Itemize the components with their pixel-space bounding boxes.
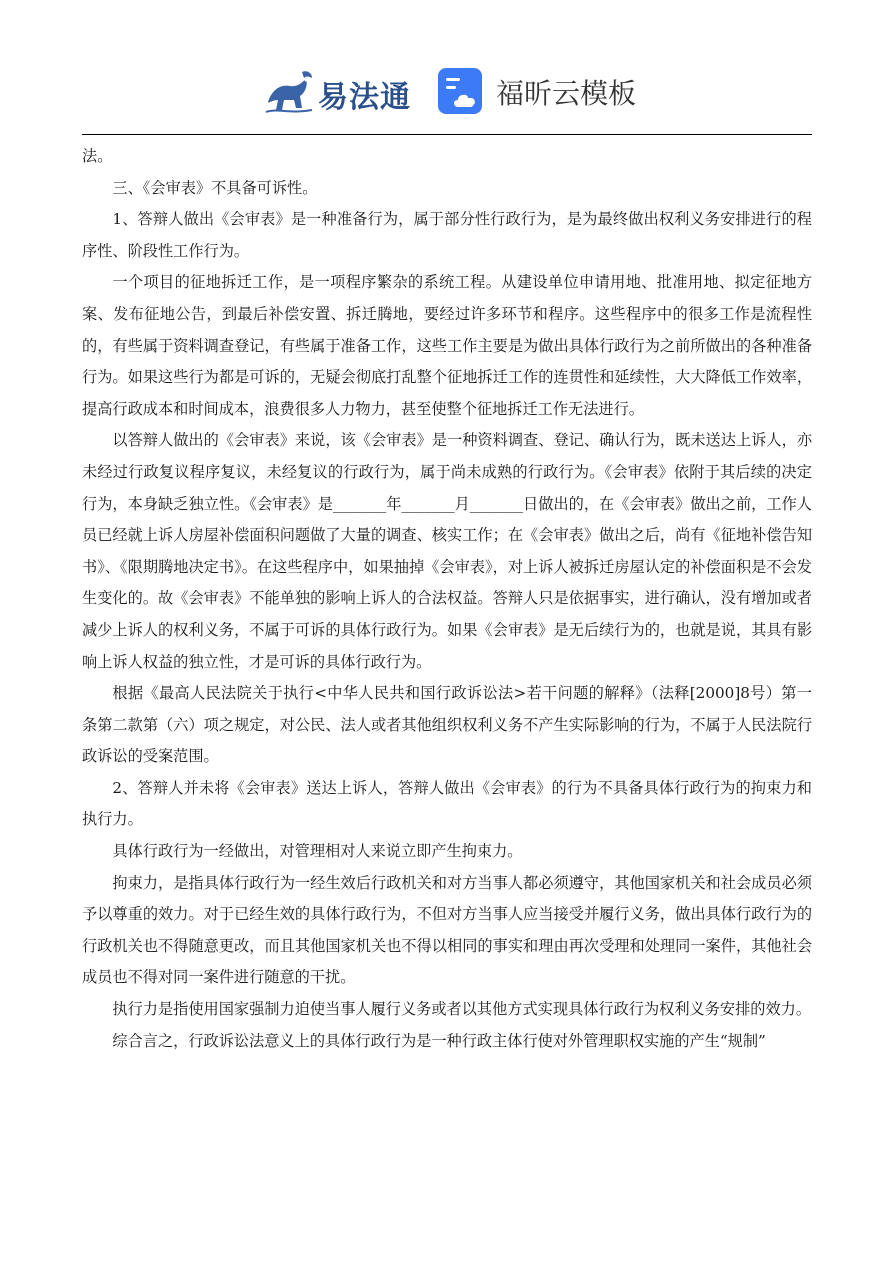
- yifatong-logo: [262, 62, 422, 118]
- foxit-cloud-template-logo: [436, 64, 646, 118]
- paragraph: 2、答辩人并未将《会审表》送达上诉人，答辩人做出《会审表》的行为不具备具体行政行为的拘束力和执行力。: [82, 778, 812, 829]
- paragraph: 根据《最高人民法院关于执行<中华人民共和国行政诉讼法>若干问题的解释》（法释[2000]8号）第一条第二款第（六）项之规定，对公民、法人或者其他组织权利义务不产生实际影响的行为，不属于人民法院行政诉讼的受案范围。: [82, 684, 812, 766]
- paragraph: 以答辩人做出的《会审表》来说，该《会审表》是一种资料调查、登记、确认行为，既未送达上诉人，亦未经过行政复议程序复议，未经复议的行政行为，属于尚未成熟的行政行为。《会审表》依附于其后续的决定行为，本身缺乏独立性。《会审表》是_______年_______月_______日做出的，在《会审表》做出之前，工作人员已经就上诉人房屋补偿面积问题做了大量的调查、核实工作；在《会审表》做出之后，尚有《征地补偿告知书》、《限期腾地决定书》。在这些程序中，如果抽掉《会审表》，对上诉人被拆迁房屋认定的补偿面积是不会发生变化的。故《会审表》不能单独的影响上诉人的合法权益。答辩人只是依据事实，进行确认，没有增加或者减少上诉人的权利义务，不属于可诉的具体行政行为。如果《会审表》是无后续行为的，也就是说，其具有影响上诉人权益的独立性，才是可诉的具体行政行为。: [82, 431, 812, 671]
- page-header: [0, 58, 893, 128]
- paragraph: 1、答辩人做出《会审表》是一种准备行为，属于部分性行政行为，是为最终做出权利义务安排进行的程序性、阶段性工作行为。: [82, 210, 812, 260]
- paragraph: 拘束力，是指具体行政行为一经生效后行政机关和对方当事人都必须遵守，其他国家机关和社会成员必须予以尊重的效力。对于已经生效的具体行政行为，不但对方当事人应当接受并履行义务，做出具体行政行为的行政机关也不得随意更改，而且其他国家机关也不得以相同的事实和理由再次受理和处理同一案件，其他社会成员也不得对同一案件进行随意的干扰。: [82, 873, 812, 987]
- paragraph: 综合言之，行政诉讼法意义上的具体行政行为是一种行政主体行使对外管理职权实施的产生“规制”: [112, 1031, 766, 1050]
- paragraph: 执行力是指使用国家强制力迫使当事人履行义务或者以其他方式实现具体行政行为权利义务安排的效力。: [112, 1000, 812, 1019]
- header-divider: [82, 134, 812, 135]
- paragraph: 具体行政行为一经做出，对管理相对人来说立即产生拘束力。: [112, 842, 523, 861]
- qilin-emblem-icon: [262, 62, 318, 118]
- section-heading: 三、《会审表》不具备可诉性。: [112, 178, 318, 197]
- document-body: [82, 141, 812, 1057]
- foxit-cloud-template-text: 福昕云模板: [496, 77, 637, 110]
- yifatong-logo-text: 易法通: [318, 80, 411, 115]
- paragraph: 一个项目的征地拆迁工作，是一项程序繁杂的系统工程。从建设单位申请用地、批准用地、拟定征地方案、发布征地公告，到最后补偿安置、拆迁腾地，要经过许多环节和程序。这些程序中的很多工作是流程性的，有些属于资料调查登记，有些属于准备工作，这些工作主要是为做出具体行政行为之前所做出的各种准备行为。如果这些行为都是可诉的，无疑会彻底打乱整个征地拆迁工作的连贯性和延续性，大大降低工作效率，提高行政成本和时间成本，浪费很多人力物力，甚至使整个征地拆迁工作无法进行。: [82, 273, 812, 418]
- document-cloud-icon: [436, 66, 486, 116]
- paragraph: 法。: [82, 147, 113, 165]
